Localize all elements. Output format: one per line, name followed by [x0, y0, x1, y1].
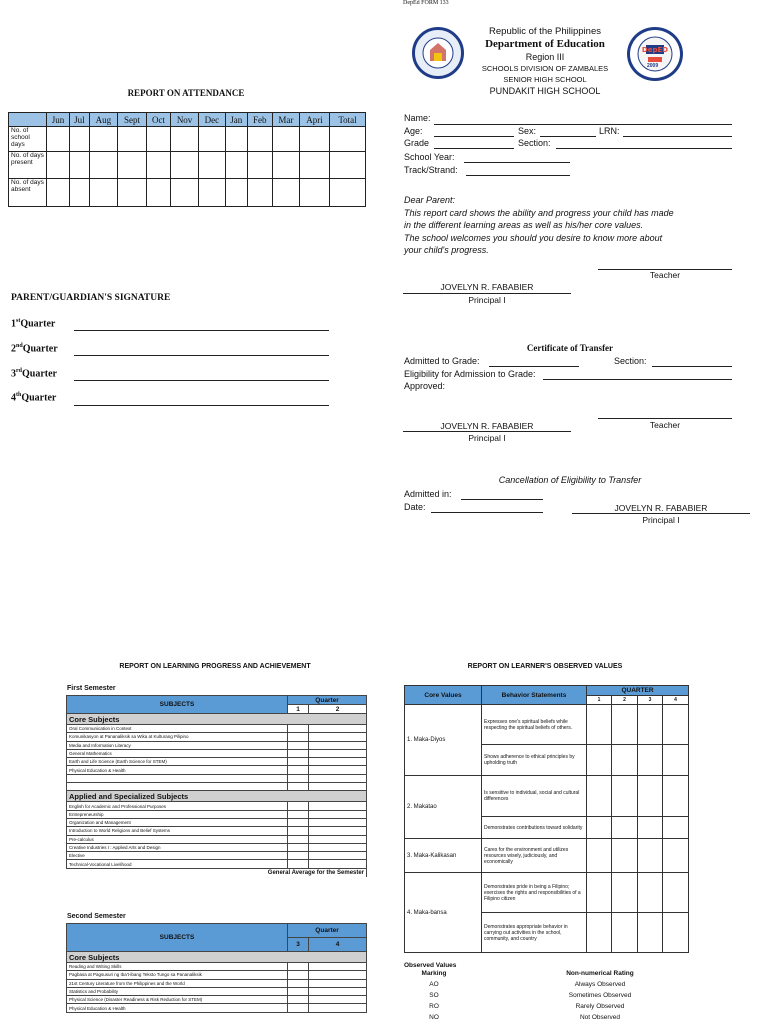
learning-title: REPORT ON LEARNING PROGRESS AND ACHIEVEMENT	[119, 663, 311, 670]
subject-name: Komunikasyon at Pananaliksik sa Wika at Kulturang Pilipino	[67, 733, 288, 741]
lrn-label: LRN:	[599, 126, 620, 136]
principal-title: Principal I	[468, 433, 506, 443]
principal-title: Principal I	[468, 295, 506, 305]
month-header: Aug	[89, 113, 117, 127]
admitted-grade-label: Admitted to Grade:	[404, 356, 480, 366]
track-field[interactable]	[466, 175, 570, 176]
subjects-header: SUBJECTS	[67, 924, 288, 952]
subject-name: Reading and Writing Skills	[67, 963, 288, 971]
name-label: Name:	[404, 113, 431, 123]
legend-rating: Not Observed	[579, 1014, 621, 1021]
general-average-label: General Average for the Semester	[267, 869, 365, 876]
quarter-header: Quarter	[288, 696, 367, 705]
letter-line: This report card shows the ability and progress your child has made	[404, 207, 674, 218]
signature-line[interactable]	[74, 405, 329, 406]
marking-header: Marking	[421, 970, 447, 977]
form-code: DepEd FORM 133	[403, 0, 449, 6]
school-name: PUNDAKIT HIGH SCHOOL	[489, 86, 601, 96]
parent-signature-title: PARENT/GUARDIAN'S SIGNATURE	[11, 293, 171, 303]
subject-name: Pagbasa at Pagsusuri ng Iba't-ibang Teksto Tungo sa Pananaliksik	[67, 971, 288, 979]
subject-name: Physical Education & Health	[67, 766, 288, 774]
letter-salutation: Dear Parent:	[404, 195, 456, 205]
quarter-header: QUARTER	[587, 686, 689, 696]
core-value-name: 2. Makatao	[405, 776, 482, 839]
subject-name: Statistics and Probability	[67, 987, 288, 995]
grade-field[interactable]	[434, 148, 514, 149]
deped-seal-logo	[412, 27, 464, 79]
subject-name: Creative Industries I : Applied Arts and Design	[67, 843, 288, 851]
behavior-statement: Shows adherence to ethical principles by upholding truth	[482, 745, 587, 776]
behavior-statement: Demonstrates appropriate behavior in carrying out activities in the school, community, and country	[482, 913, 587, 953]
behavior-header: Behavior Statements	[482, 686, 587, 705]
legend-rating: Sometimes Observed	[568, 992, 632, 999]
principal-title: Principal I	[642, 515, 680, 525]
rating-header: Non-numerical Rating	[566, 970, 634, 977]
core-subjects-label: Core Subjects	[67, 952, 367, 963]
behavior-statement: Is sensitive to individual, social and cultural differences	[482, 776, 587, 817]
letter-line: in the different learning areas as well as his/her core values.	[404, 220, 644, 230]
quarter-label: 2ndQuarter	[11, 343, 58, 355]
quarter-label: 3rdQuarter	[11, 368, 57, 380]
quarter-col: 1	[587, 696, 612, 705]
first-semester-table	[66, 695, 367, 877]
month-header: Oct	[147, 113, 171, 127]
second-semester-table	[66, 923, 367, 1013]
transfer-section-label: Section:	[614, 356, 647, 366]
subject-name: Oral Communication in Context	[67, 725, 288, 733]
school-year-label: School Year:	[404, 152, 455, 162]
core-value-name: 4. Maka-bansa	[405, 873, 482, 953]
school-year-field[interactable]	[464, 162, 570, 163]
date-label: Date:	[404, 502, 426, 512]
teacher-label: Teacher	[649, 420, 681, 430]
admitted-in-label: Admitted in:	[404, 489, 452, 499]
age-field[interactable]	[434, 136, 514, 137]
second-semester-label: Second Semester	[67, 913, 126, 920]
lrn-field[interactable]	[623, 136, 732, 137]
subject-name: Pre-calculus	[67, 835, 288, 843]
legend-mark: RO	[429, 1003, 439, 1010]
region-label: Region III	[525, 52, 565, 62]
values-title: REPORT ON LEARNER'S OBSERVED VALUES	[467, 663, 623, 670]
subject-name: English for Academic and Professional Purposes	[67, 802, 288, 810]
admitted-in-field[interactable]	[461, 499, 543, 500]
subject-name: Physical Education & Health	[67, 1004, 288, 1012]
approved-label: Approved:	[404, 381, 446, 391]
principal-signature-line	[403, 431, 571, 432]
teacher-signature-line[interactable]	[598, 418, 732, 419]
month-header: Jun	[47, 113, 70, 127]
month-header: Sept	[117, 113, 146, 127]
quarter-col: 4	[663, 696, 689, 705]
subject-name: Elective	[67, 852, 288, 860]
legend-mark: SO	[429, 992, 439, 999]
attendance-row-label: No. of days absent	[9, 179, 47, 207]
subject-name: 21st Century Literature from the Philippines and the World	[67, 979, 288, 987]
legend-title: Observed Values	[404, 962, 457, 969]
first-semester-label: First Semester	[67, 685, 116, 692]
subject-name: Technical-Vocational Livelihood	[67, 860, 288, 868]
quarter-col: 3	[638, 696, 663, 705]
subject-name: Organization and Management	[67, 818, 288, 826]
month-header: Apri	[300, 113, 330, 127]
attendance-table	[8, 112, 366, 207]
principal-signature-line	[403, 293, 571, 294]
month-header: Jul	[70, 113, 90, 127]
date-field[interactable]	[431, 512, 543, 513]
subject-name	[67, 774, 288, 782]
age-label: Age:	[404, 126, 423, 136]
quarter-label: 1stQuarter	[11, 318, 56, 330]
signature-line[interactable]	[74, 330, 329, 331]
subject-name: Media and Information Literacy	[67, 741, 288, 749]
subject-name: Entrepreneurship	[67, 810, 288, 818]
level-label: SENIOR HIGH SCHOOL	[503, 75, 587, 84]
attendance-row-label: No. of days present	[9, 152, 47, 179]
attendance-row-label: No. of school days	[9, 127, 47, 152]
quarter-label: 4thQuarter	[11, 392, 57, 404]
admitted-grade-field[interactable]	[489, 366, 579, 367]
quarter-col: 2	[612, 696, 638, 705]
transfer-section-field[interactable]	[652, 366, 732, 367]
department-label: Department of Education	[485, 38, 605, 50]
school-logo	[627, 27, 683, 81]
signature-line[interactable]	[74, 355, 329, 356]
principal-signature-line	[572, 513, 750, 514]
legend-rating: Rarely Observed	[575, 1003, 625, 1010]
division-label: SCHOOLS DIVISION OF ZAMBALES	[481, 64, 609, 73]
applied-subjects-label: Applied and Specialized Subjects	[67, 791, 367, 802]
core-value-name: 3. Maka-Kalikasan	[405, 839, 482, 873]
section-label: Section:	[518, 138, 551, 148]
subject-name: Introduction to World Religions and Belief Systems	[67, 827, 288, 835]
eligibility-field[interactable]	[543, 379, 732, 380]
letter-line: your child's progress.	[404, 245, 489, 255]
principal-name: JOVELYN R. FABABIER	[440, 421, 534, 431]
behavior-statement: Expresses one's spiritual beliefs while respecting the spiritual beliefs of others.	[482, 705, 587, 745]
legend-mark: NO	[429, 1014, 439, 1021]
values-table	[404, 685, 689, 953]
quarter-4-header: 4	[309, 938, 367, 952]
quarter-2-header: 2	[309, 705, 367, 714]
school-logo-year: 2009	[647, 63, 659, 69]
core-value-name: 1. Maka-Diyos	[405, 705, 482, 776]
track-label: Track/Strand:	[404, 165, 458, 175]
section-field[interactable]	[556, 148, 732, 149]
subject-name	[67, 783, 288, 791]
transfer-title: Certificate of Transfer	[526, 343, 614, 353]
month-header: Dec	[199, 113, 225, 127]
behavior-statement: Demonstrates contributions toward solidarity	[482, 817, 587, 839]
eligibility-label: Eligibility for Admission to Grade:	[404, 369, 536, 379]
cancellation-title: Cancellation of Eligibility to Transfer	[498, 475, 642, 485]
signature-line[interactable]	[74, 380, 329, 381]
subject-name: General Mathematics	[67, 749, 288, 757]
quarter-1-header: 1	[288, 705, 309, 714]
republic-label: Republic of the Philippines	[489, 26, 601, 37]
letter-line: The school welcomes you should you desire to know more about	[404, 232, 663, 243]
behavior-statement: Demonstrates pride in being a Filipino; exercises the rights and responsibilities of a Filipino citizen	[482, 873, 587, 913]
sex-label: Sex:	[518, 126, 537, 136]
quarter-3-header: 3	[288, 938, 309, 952]
behavior-statement: Cares for the environment and utilizes resources wisely, judiciously, and economically	[482, 839, 587, 873]
legend-rating: Always Observed	[574, 981, 626, 988]
principal-name: JOVELYN R. FABABIER	[614, 503, 708, 513]
principal-name: JOVELYN R. FABABIER	[440, 282, 534, 292]
subject-name: Physical Science (Disaster Readiness & Risk Reduction for STEM)	[67, 996, 288, 1004]
month-header: Jan	[225, 113, 247, 127]
svg-text:DepED: DepED	[641, 46, 669, 54]
quarter-header: Quarter	[288, 924, 367, 938]
core-values-header: Core Values	[405, 686, 482, 705]
attendance-title: REPORT ON ATTENDANCE	[127, 88, 245, 98]
month-header: Nov	[170, 113, 198, 127]
month-header: Total	[330, 113, 366, 127]
name-field[interactable]	[434, 124, 732, 125]
sex-field[interactable]	[540, 136, 596, 137]
subject-name: Earth and Life Science (Earth Science for STEM)	[67, 758, 288, 766]
core-subjects-label: Core Subjects	[67, 714, 367, 725]
subjects-header: SUBJECTS	[67, 696, 288, 714]
month-header: Feb	[247, 113, 272, 127]
grade-label: Grade	[404, 138, 430, 148]
teacher-label: Teacher	[649, 270, 681, 280]
legend-mark: AO	[429, 981, 439, 988]
month-header: Mar	[272, 113, 299, 127]
